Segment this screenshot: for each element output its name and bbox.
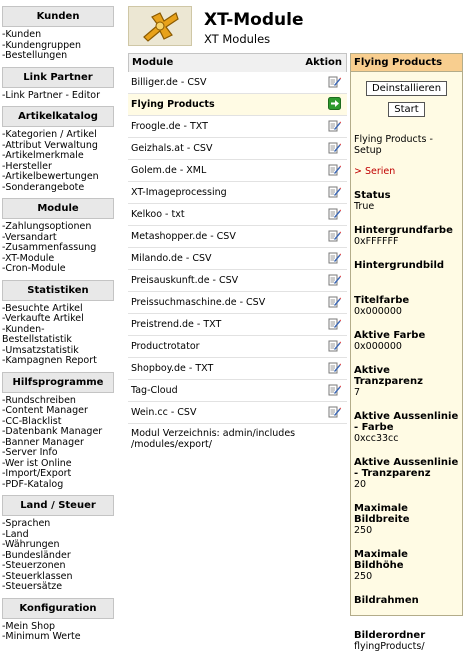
module-row-tag-cloud[interactable] [128, 380, 347, 402]
sidebar-item-server-info[interactable]: -Server Info [2, 447, 58, 458]
sidebar-section-heading: Hilfsprogramme [2, 372, 114, 393]
sidebar-item-steuerklassen[interactable]: -Steuerklassen [2, 570, 73, 582]
field-label: Hintergrundbild [354, 260, 445, 271]
sidebar-section-link-partner [2, 67, 114, 102]
module-row-preissuchmaschine-de-csv[interactable] [128, 292, 347, 314]
sidebar-section-module [2, 198, 114, 275]
series-link[interactable]: > Serien [354, 166, 396, 177]
field-value: True [354, 201, 375, 212]
field-label: Titelfarbe [354, 295, 410, 306]
module-name: Geizhals.at - CSV [131, 143, 213, 154]
start-button[interactable]: Start [388, 102, 424, 117]
sidebar-item-kampagnen-report[interactable]: -Kampagnen Report [2, 355, 97, 366]
sidebar-section-hilfsprogramme [2, 372, 114, 491]
module-row-shopboy-de-txt[interactable] [128, 358, 347, 380]
module-name: Golem.de - XML [131, 165, 207, 176]
sidebar-item-list [2, 393, 114, 491]
module-row-kelkoo-txt[interactable] [128, 204, 347, 226]
sidebar-item-artikelmerkmale[interactable]: -Artikelmerkmale [2, 150, 84, 161]
field-label: Aktive Farbe [354, 330, 426, 341]
field-aktive-aussenlinie-tranzparenz [354, 457, 459, 490]
sidebar-item-minimum-werte[interactable]: -Minimum Werte [2, 631, 81, 642]
sidebar-section-konfiguration [2, 598, 114, 643]
sidebar-item-zusammenfassung[interactable]: -Zusammenfassung [2, 242, 97, 253]
module-list-header [128, 53, 347, 72]
sidebar-item-list [2, 127, 114, 193]
sidebar-item-content-manager[interactable]: -Content Manager [2, 405, 88, 416]
field-label: Aktive Aussenlinie - Farbe [354, 411, 459, 433]
field-hintergrundbild [354, 260, 459, 282]
edit-icon[interactable] [328, 339, 341, 352]
edit-icon[interactable] [328, 317, 341, 330]
edit-icon[interactable] [328, 163, 341, 176]
module-row-preistrend-de-txt[interactable] [128, 314, 347, 336]
field-label: Maximale Bildbreite [354, 503, 410, 525]
module-name: Tag-Cloud [131, 385, 178, 396]
module-row-froogle-de-txt[interactable] [128, 116, 347, 138]
field-value: 250 [354, 571, 373, 582]
module-name: Preissuchmaschine.de - CSV [131, 297, 266, 308]
edit-icon[interactable] [328, 185, 341, 198]
field-value: 7 [354, 387, 361, 398]
sidebar-section-heading: Land / Steuer [2, 495, 114, 516]
edit-icon[interactable] [328, 141, 341, 154]
sidebar [0, 0, 116, 642]
module-description: Flying Products - Setup [354, 134, 433, 156]
sidebar-item-list [2, 219, 114, 275]
field-aktive-farbe [354, 330, 459, 352]
sidebar-item-attribut-verwaltung[interactable]: -Attribut Verwaltung [2, 139, 98, 151]
sidebar-section-heading: Artikelkatalog [2, 106, 114, 127]
field-bildrahmen [354, 595, 459, 617]
sidebar-item-list [2, 88, 114, 102]
field-value: 0x000000 [354, 341, 402, 352]
module-name: Shopboy.de - TXT [131, 363, 214, 374]
edit-icon[interactable] [328, 75, 341, 88]
sidebar-item-kategorien-artikel[interactable]: -Kategorien / Artikel [2, 129, 97, 140]
field-value: 0xFFFFFF [354, 236, 399, 247]
field-label: Maximale Bildhöhe [354, 549, 408, 571]
sidebar-item-hersteller[interactable]: -Hersteller [2, 160, 52, 172]
field-value: flyingProducts/ [354, 641, 425, 652]
module-name: Billiger.de - CSV [131, 77, 207, 88]
column-header-module: Module [132, 57, 174, 68]
field-label: Bilderordner [354, 630, 426, 641]
module-row-milando-de-csv[interactable] [128, 248, 347, 270]
module-row-wein-cc-csv[interactable] [128, 402, 347, 424]
sidebar-item-cron-module[interactable]: -Cron-Module [2, 263, 66, 274]
page-subtitle: XT Modules [204, 32, 271, 46]
field-label: Hintergrundfarbe [354, 225, 453, 236]
sidebar-item-mein-shop[interactable]: -Mein Shop [2, 620, 56, 632]
sidebar-item-cc-blacklist[interactable]: -CC-Blacklist [2, 415, 62, 427]
sidebar-section-kunden [2, 6, 114, 62]
sidebar-item-sonderangebote[interactable]: -Sonderangebote [2, 181, 85, 193]
module-rows [128, 72, 347, 424]
field-maximale-bildh-he [354, 549, 459, 582]
module-name: Preistrend.de - TXT [131, 319, 222, 330]
edit-icon[interactable] [328, 119, 341, 132]
sidebar-item-land[interactable]: -Land [2, 528, 29, 540]
edit-icon[interactable] [328, 383, 341, 396]
page-header [128, 2, 465, 50]
sidebar-item-list [2, 27, 114, 62]
module-row-flying-products[interactable] [128, 94, 347, 116]
module-name: Metashopper.de - CSV [131, 231, 236, 242]
module-row-geizhals-at-csv[interactable] [128, 138, 347, 160]
field-bilderordner [354, 630, 459, 652]
edit-icon[interactable] [328, 229, 341, 242]
sidebar-item-steuerzonen[interactable]: -Steuerzonen [2, 560, 66, 571]
field-value: 20 [354, 479, 367, 490]
sidebar-item-zahlungsoptionen[interactable]: -Zahlungsoptionen [2, 221, 92, 232]
edit-icon[interactable] [328, 207, 341, 220]
field-aktive-tranzparenz [354, 365, 459, 398]
sidebar-item-kunden[interactable]: -Kunden [2, 29, 42, 40]
module-row-golem-de-xml[interactable] [128, 160, 347, 182]
module-name: Flying Products [131, 99, 215, 110]
field-label: Bildrahmen [354, 595, 419, 606]
selected-arrow-icon[interactable] [328, 97, 341, 110]
edit-icon[interactable] [328, 251, 341, 264]
sidebar-item-besuchte-artikel[interactable]: -Besuchte Artikel [2, 302, 83, 314]
field-value: 250 [354, 525, 373, 536]
module-name: Wein.cc - CSV [131, 407, 197, 418]
module-row-preisauskunft-de-csv[interactable] [128, 270, 347, 292]
uninstall-button[interactable]: Deinstallieren [366, 81, 447, 96]
sidebar-item-list [2, 619, 114, 643]
field-titelfarbe [354, 295, 459, 317]
module-row-billiger-de-csv[interactable] [128, 72, 347, 94]
module-row-metashopper-de-csv[interactable] [128, 226, 347, 248]
puzzle-icon [128, 6, 192, 46]
sidebar-section-statistiken [2, 280, 114, 367]
sidebar-section-artikelkatalog [2, 106, 114, 193]
module-row-productrotator[interactable] [128, 336, 347, 358]
sidebar-item-w-hrungen[interactable]: -Währungen [2, 539, 60, 550]
edit-icon[interactable] [328, 405, 341, 418]
edit-icon[interactable] [328, 295, 341, 308]
module-name: XT-Imageprocessing [131, 187, 227, 198]
module-row-xt-imageprocessing[interactable] [128, 182, 347, 204]
sidebar-item-list [2, 301, 114, 367]
module-name: Froogle.de - TXT [131, 121, 208, 132]
field-label: Aktive Tranzparenz [354, 365, 423, 387]
field-value: 0x000000 [354, 306, 402, 317]
edit-icon[interactable] [328, 273, 341, 286]
sidebar-item-bestellungen[interactable]: -Bestellungen [2, 50, 68, 61]
sidebar-section-heading: Kunden [2, 6, 114, 27]
column-header-action: Aktion [305, 57, 342, 68]
field-value [354, 271, 459, 282]
sidebar-item-kunden-bestellstatistik[interactable]: -Kunden- Bestellstatistik [2, 323, 72, 345]
module-name: Kelkoo - txt [131, 209, 185, 220]
sidebar-item-artikelbewertungen[interactable]: -Artikelbewertungen [2, 171, 99, 182]
sidebar-item-pdf-katalog[interactable]: -PDF-Katalog [2, 478, 64, 490]
page-title: XT-Module [204, 10, 304, 30]
field-label: Aktive Aussenlinie - Tranzparenz [354, 457, 459, 479]
details-panel [350, 53, 463, 652]
module-directory-note: Modul Verzeichnis: admin/includes /modules/export/ [131, 428, 296, 450]
sidebar-item-list [2, 516, 114, 593]
field-label: Status [354, 190, 391, 201]
sidebar-item-sprachen[interactable]: -Sprachen [2, 518, 51, 529]
sidebar-section-land-steuer [2, 495, 114, 593]
module-name: Preisauskunft.de - CSV [131, 275, 239, 286]
sidebar-section-heading: Link Partner [2, 67, 114, 88]
sidebar-item-bundesl-nder[interactable]: -Bundesländer [2, 549, 71, 561]
sidebar-item-umsatzstatistik[interactable]: -Umsatzstatistik [2, 344, 79, 356]
field-maximale-bildbreite [354, 503, 459, 536]
sidebar-item-banner-manager[interactable]: -Banner Manager [2, 436, 84, 448]
edit-icon[interactable] [328, 361, 341, 374]
sidebar-item-xt-module[interactable]: -XT-Module [2, 252, 55, 264]
sidebar-item-steuers-tze[interactable]: -Steuersätze [2, 581, 63, 592]
sidebar-item-link-partner-editor[interactable]: -Link Partner - Editor [2, 89, 101, 101]
sidebar-item-versandart[interactable]: -Versandart [2, 231, 57, 243]
sidebar-item-datenbank-manager[interactable]: -Datenbank Manager [2, 426, 103, 437]
sidebar-item-rundschreiben[interactable]: -Rundschreiben [2, 394, 76, 406]
sidebar-item-import-export[interactable]: -Import/Export [2, 468, 72, 479]
sidebar-section-heading: Konfiguration [2, 598, 114, 619]
sidebar-item-wer-ist-online[interactable]: -Wer ist Online [2, 457, 72, 469]
sidebar-section-heading: Module [2, 198, 114, 219]
field-hintergrundfarbe [354, 225, 459, 247]
module-name: Productrotator [131, 341, 200, 352]
config-fields [354, 190, 459, 652]
sidebar-item-kundengruppen[interactable]: -Kundengruppen [2, 39, 82, 51]
sidebar-item-verkaufte-artikel[interactable]: -Verkaufte Artikel [2, 313, 84, 324]
field-value [354, 606, 459, 617]
module-name: Milando.de - CSV [131, 253, 212, 264]
field-value: 0xcc33cc [354, 433, 399, 444]
module-list [128, 53, 347, 454]
sidebar-section-heading: Statistiken [2, 280, 114, 301]
field-aktive-aussenlinie-farbe [354, 411, 459, 444]
field-status [354, 190, 459, 212]
panel-title: Flying Products [351, 54, 462, 72]
